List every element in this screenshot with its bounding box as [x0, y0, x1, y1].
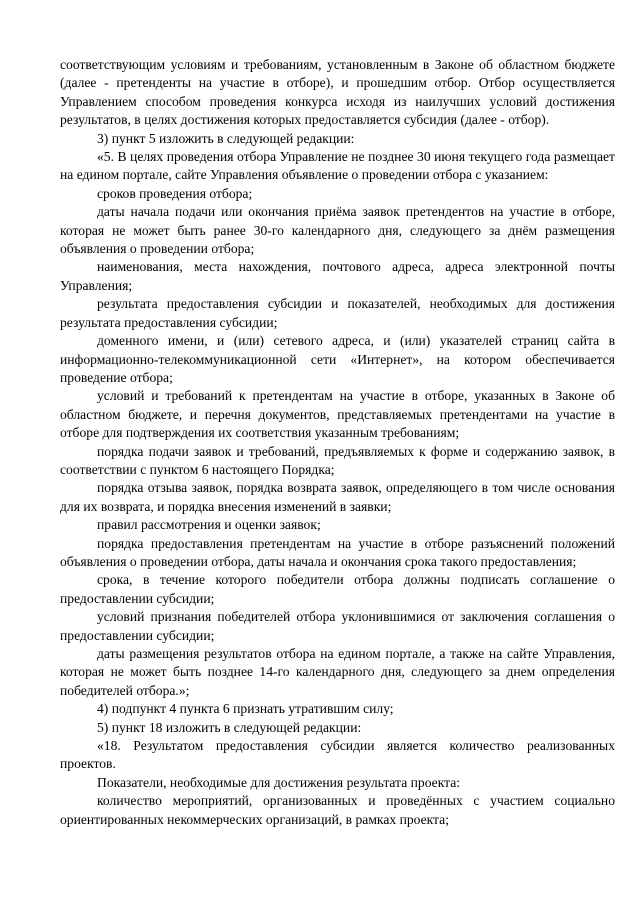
paragraph-list-item: доменного имени, и (или) сетевого адреса, и (или) указателей страниц сайта в информационно-телекоммуникационной сети «Интернет», на котором обеспечивается проведение отбора; — [60, 333, 615, 385]
document-page — [60, 56, 615, 829]
paragraph-list-item: условий признания победителей отбора уклонившимися от заключения соглашения о предоставлении субсидии; — [60, 609, 615, 643]
paragraph-list-item: даты размещения результатов отбора на едином портале, а также на сайте Управления, которая не может быть позднее 14-го календарного дня, следующего за днем определения победителей отбора.»; — [60, 646, 615, 698]
paragraph-item-3: 3) пункт 5 изложить в следующей редакции: — [97, 130, 355, 146]
paragraph-clause-5: «5. В целях проведения отбора Управление не позднее 30 июня текущего года размещает на едином портале, сайте Управления объявление о проведении отбора с указанием: — [60, 149, 615, 183]
paragraph-list-item: наименования, места нахождения, почтового адреса, адреса электронной почты Управления; — [60, 259, 615, 293]
paragraph-item-5: 5) пункт 18 изложить в следующей редакции: — [97, 719, 362, 735]
paragraph-list-item: порядка подачи заявок и требований, предъявляемых к форме и содержанию заявок, в соответствии с пунктом 6 настоящего Порядка; — [60, 443, 615, 477]
paragraph-list-item: сроков проведения отбора; — [97, 185, 253, 201]
paragraph-list-item: порядка предоставления претендентам на участие в отборе разъяснений положений объявления о проведении отбора, даты начала и окончания срока такого предоставления; — [60, 535, 615, 569]
paragraph-indicators-heading: Показатели, необходимые для достижения результата проекта: — [97, 774, 461, 790]
paragraph-indicator-item: количество мероприятий, организованных и проведённых с участием социально ориентированных некоммерческих организаций, в рамках проекта; — [60, 793, 615, 827]
paragraph-item-4: 4) подпункт 4 пункта 6 признать утратившим силу; — [97, 701, 394, 717]
paragraph-list-item: порядка отзыва заявок, порядка возврата заявок, определяющего в том числе основания для их возврата, и порядка внесения изменений в заявки; — [60, 480, 615, 514]
paragraph-continuation: соответствующим условиям и требованиям, установленным в Законе об областном бюджете (далее - претенденты на участие в отборе), и прошедшим отбор. Отбор осуществляется Управлением способом проведения конкурса исходя из наилучших условий достижения результатов, в целях достижения которых предоставляется субсидия (далее - отбор). — [60, 57, 615, 128]
paragraph-list-item: условий и требований к претендентам на участие в отборе, указанных в Законе об областном бюджете, и перечня документов, представляемых претендентами на участие в отборе для подтверждения их соответствия указанным требованиям; — [60, 388, 615, 441]
paragraph-list-item: результата предоставления субсидии и показателей, необходимых для достижения результата предоставления субсидии; — [60, 296, 615, 330]
paragraph-list-item: срока, в течение которого победители отбора должны подписать соглашение о предоставлении субсидии; — [60, 572, 615, 606]
paragraph-clause-18: «18. Результатом предоставления субсидии является количество реализованных проектов. — [60, 738, 615, 772]
paragraph-list-item: даты начала подачи или окончания приёма заявок претендентов на участие в отборе, которая не может быть ранее 30-го календарного дня, следующего за днём размещения объявления о проведении отбора; — [60, 204, 615, 257]
paragraph-list-item: правил рассмотрения и оценки заявок; — [97, 517, 321, 533]
